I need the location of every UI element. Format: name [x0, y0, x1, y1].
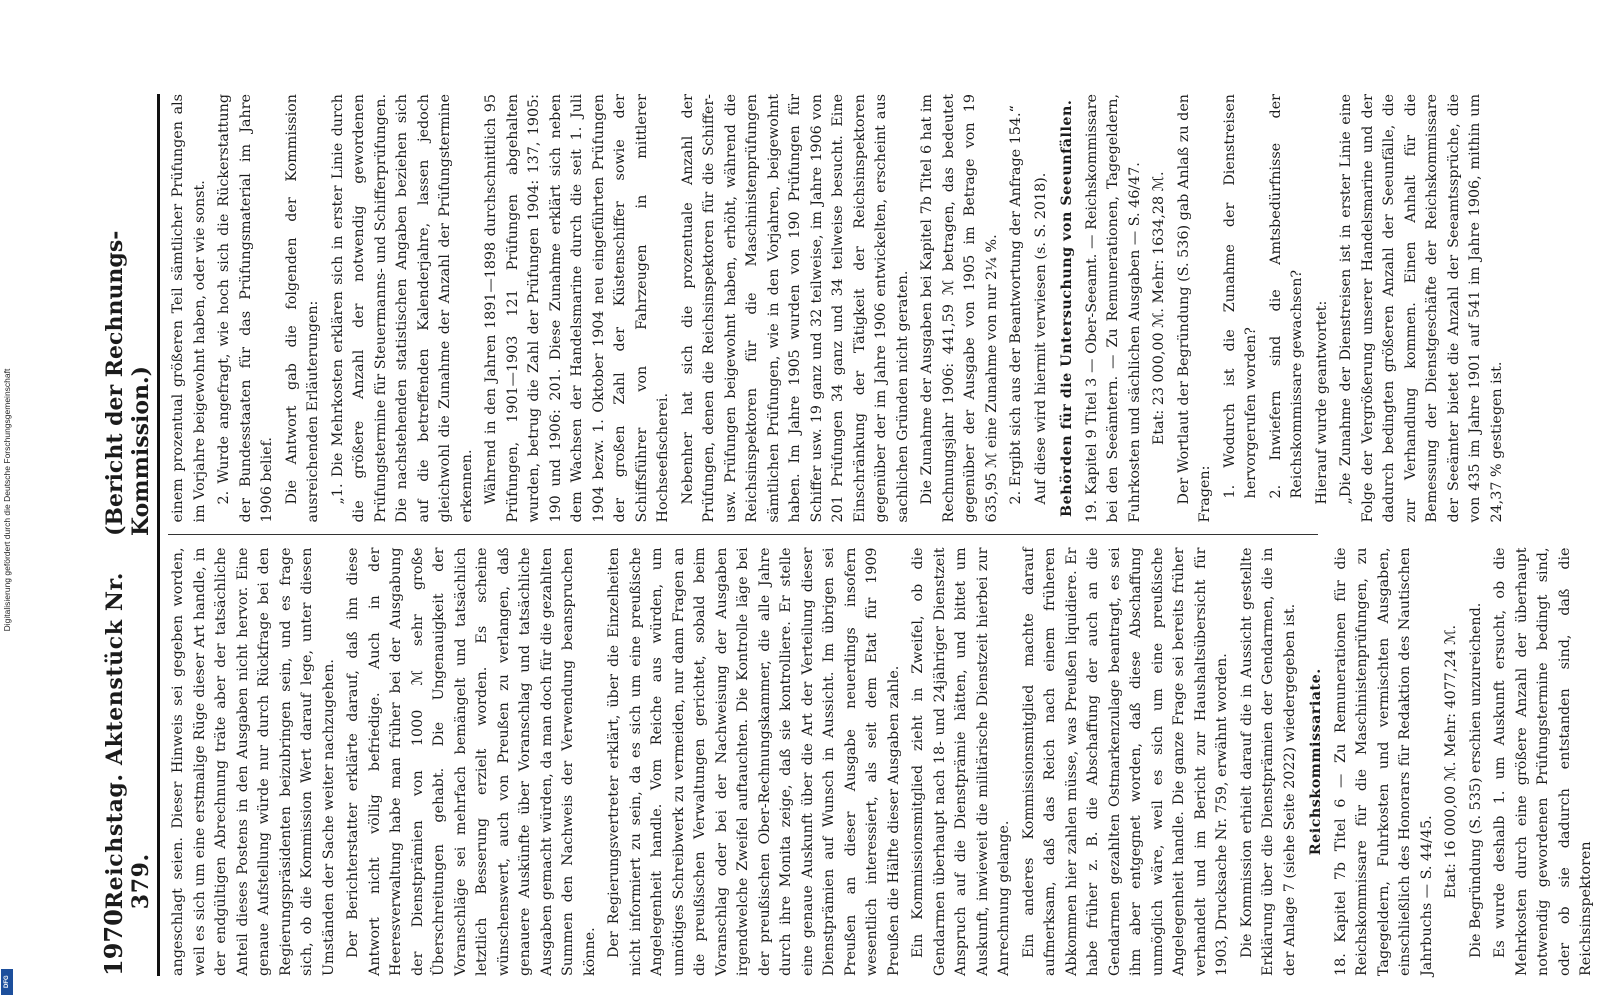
- credit-text: Digitalisierung gefördert durch die Deutsche Forschungsgemeinschaft: [2, 368, 12, 632]
- paragraph: 2. Ergibt sich aus der Beantwortung der Anfrage 154.“: [1008, 105, 1024, 505]
- column-divider: [168, 535, 1318, 536]
- paragraph: „Die Zunahme der Dienstreisen ist in erster Linie eine Folge der Vergrößerung unserer Handelsmarine und der dadurch bedingten größeren Anzahl der Seeunfälle, die zur Verhandlung kommen. Einen Anhalt für die Bemessung der Dienstgeschäfte der Reichskommissare der Seeämter bietet die Anzahl der Seeamtssprüche, die von 435 im Jahre 1901 auf 541 im Jahre 1906, mithin um 24,37 % gestiegen ist.: [1338, 94, 1505, 523]
- paragraph: Die Zunahme der Ausgaben bei Kapitel 7b Titel 6 hat im Rechnungsjahr 1906: 441,59 ℳ betragen, das bedeutet gegenüber der Ausgabe von 1905 im Betrage von 19 635,95 ℳ eine Zunahme von nur 2¼ %.: [919, 94, 1000, 523]
- paragraph: Auf diese wird hiermit verwiesen (s. S. 2018).: [1032, 172, 1049, 505]
- paragraph: einem prozentual größeren Teil sämtlicher Prüfungen als im Vorjahre beigewohnt haben, oder wie sonst.: [170, 94, 208, 523]
- question-item: 1. Wodurch ist die Zunahme der Dienstreisen hervorgerufen worden?: [1221, 94, 1259, 499]
- scanned-page: [83, 70, 1594, 1000]
- page-number: 1970: [99, 909, 128, 976]
- digitization-credit: [0, 0, 14, 1000]
- paragraph: Es wurde deshalb 1. um Auskunft ersucht, ob die Mehrkosten durch eine größere Anzahl der überhaupt notwendig gewordenen Prüfungstermine bedingt sind, oder ob sie dadurch entstanden sind, daß die Reichsinspektoren: [1492, 547, 1594, 976]
- paragraph: Hierauf wurde geantwortet:: [1313, 300, 1330, 505]
- question-item: 2. Inwiefern sind die Amtsbedürfnisse der Reichskommissare gewachsen?: [1267, 94, 1305, 499]
- paragraph: Der Regierungsvertreter erklärt, über die Einzelheiten nicht informiert zu sein, da es sich um eine preußische Angelegenheit handle. Vom Reiche aus würden, um unnötiges Schreibwerk zu vermeiden, nur dann Fragen an die preußischen Verwaltungen gerichtet, sobald beim Voranschlag oder bei der Nachweisung der Ausgaben irgendwelche Zweifel auftauchten. Die Kontrolle läge bei der preußischen Ober-Rechnungskammer, die alle Jahre durch ihre Monita zeige, daß sie kontrolliere. Er stelle eine genaue Auskunft über die Art der Verteilung dieser Dienstprämien auf Wunsch in Aussicht. Im übrigen sei Preußen an dieser Ausgabe neuerdings insofern wesentlich interessiert, als seit dem Etat für 1909 Preußen die Hälfte dieser Ausgaben zahle.: [606, 547, 902, 976]
- paragraph: Ein anderes Kommissionsmitglied machte darauf aufmerksam, daß das Reich nach einem früheren Abkommen hier zahlen müsse, was Preußen liquidiere. Er habe früher z. B. die Abschaffung der auch an die Gendarmen gezahlten Ostmarkenzulage beantragt, es sei ihm aber entgegnet worden, daß diese Abschaffung unmöglich wäre, weil es sich um eine preußische Angelegenheit handle. Die ganze Frage sei bereits früher verhandelt und im Bericht zur Haushaltsübersicht für 1903, Drucksache Nr. 759, erwähnt worden.: [1020, 547, 1230, 976]
- paragraph: angeschlagt seien. Dieser Hinweis sei gegeben worden, weil es sich um eine erstmalige Rüge dieser Art handle, in der endgültigen Abrechnung träte aber der tatsächliche Anteil dieses Postens in den Ausgaben nicht hervor. Eine genaue Aufstellung würde nur durch Rückfrage bei den Regierungspräsidenten beizubringen sein, und es frage sich, ob die Kommission Wert darauf lege, unter diesen Umständen der Sache weiter nachzugehen.: [170, 547, 337, 976]
- header-title: Reichstag. Aktenstück Nr. 379.: [102, 572, 154, 910]
- budget-item: 18. Kapitel 7b Titel 6 — Zu Remunerationen für die Reichskommissare für die Maschinistenprüfungen, zu Tagegeldern, Fuhrkosten und vermischten Ausgaben, einschließlich des Honorars für Redaktion des Nautischen Jahrbuchs — S. 44/45.: [1332, 547, 1435, 976]
- etat-line: Etat: 23 000,00 ℳ. Mehr: 1634,28 ℳ.: [1151, 171, 1167, 446]
- paragraph: Während in den Jahren 1891—1898 durchschnittlich 95 Prüfungen, 1901—1903 121 Prüfungen abgehalten wurden, betrug die Zahl der Prüfungen 1904: 137, 1905: 190 und 1906: 201. Diese Zunahme erklärt sich neben dem Wachsen der Handelsmarine durch die seit 1. Juli 1904 bezw. 1. Oktober 1904 neu eingeführten Prüfungen der großen Zahl der Küstenschiffer sowie der Schiffsführer von Fahrzeugen in mittlerer Hochseefischerei.: [483, 94, 671, 523]
- paragraph: Nebenher hat sich die prozentuale Anzahl der Prüfungen, denen die Reichsinspektoren für die Schiffer- usw. Prüfungen beigewohnt haben, erhöht, während die Reichsinspektoren für die Maschinistenprüfungen sämtlichen Prüfungen, wie in den Vorjahren, beigewohnt haben. Im Jahre 1905 wurden von 190 Prüfungen für Schiffer usw. 19 ganz und 32 teilweise, im Jahre 1906 von 201 Prüfungen 34 ganz und 34 teilweise besucht. Eine Einschränkung der Tätigkeit der Reichsinspektoren gegenüber der im Jahre 1906 entwickelten, erscheint aus sachlichen Gründen nicht geraten.: [679, 94, 911, 523]
- paragraph: 2. Wurde angefragt, wie hoch sich die Rückerstattung der Bundesstaaten für das Prüfungsmaterial im Jahre 1906 belief.: [216, 94, 275, 523]
- paragraph: Die Kommission erhielt darauf die in Aussicht gestellte Erklärung über die Dienstprämien der Gendarmen, die in der Anlage 7 (siehe Seite 2022) wiedergegeben ist.: [1238, 547, 1298, 976]
- budget-item: 19. Kapitel 9 Titel 3 — Ober-Seeamt. — Reichskommissare bei den Seeämtern. — Zu Remunerationen, Tagegeldern, Fuhrkosten und sächlichen Ausgaben — S. 46/47.: [1083, 94, 1143, 523]
- paragraph: Die Begründung (S. 535) erschien unzureichend.: [1467, 602, 1484, 958]
- left-column: [168, 547, 1594, 976]
- paragraph: Der Berichterstatter erklärte darauf, daß ihn diese Antwort nicht völlig befriedige. Auch in der Heeresverwaltung habe man früher bei der Ausgabung der Dienstprämien von 1000 ℳ sehr große Überschreitungen gehabt. Die Ungenauigkeit der Voranschläge sei mehrfach bemängelt und tatsächlich letztlich Besserung erzielt worden. Es scheine wünschenswert, auch von Preußen zu verlangen, daß genauere Auskünfte über Voranschlag und tatsächliche Ausgaben gemacht würden, da man doch für die gezahlten Summen den Nachweis der Verwendung beanspruchen könne.: [345, 547, 598, 976]
- paragraph: Der Wortlaut der Begründung (S. 536) gab Anlaß zu den Fragen:: [1175, 94, 1213, 523]
- page-header: [101, 94, 160, 976]
- section-heading: Reichskommissariate.: [1308, 668, 1324, 856]
- paragraph: „1. Die Mehrkosten erklären sich in erster Linie durch die größere Anzahl der notwendig gewordenen Prüfungstermine für Steuermanns- und Schifferprüfungen. Die nachstehenden statistischen Angaben beziehen sich auf die betreffenden Kalenderjahre, lassen jedoch gleichwohl die Zunahme der Anzahl der Prüfungstermine erkennen.: [329, 94, 475, 523]
- right-column: [168, 94, 1505, 523]
- paragraph: Ein Kommissionsmitglied zieht in Zweifel, ob die Gendarmen überhaupt nach 18- und 24jähriger Dienstzeit Anspruch auf die Dienstprämie hätten, und bittet um Auskunft, inwieweit die militärische Dienstzeit hierbei zur Anrechnung gelange.: [910, 547, 1012, 976]
- etat-line: Etat: 16 000,00 ℳ. Mehr: 4077,24 ℳ.: [1443, 625, 1459, 899]
- section-heading: Behörden für die Untersuchung von Seeunfällen.: [1059, 99, 1075, 517]
- header-subtitle: (Bericht der Rechnungs-Kommission.): [102, 230, 154, 537]
- dfg-logo: DFG: [1, 969, 13, 995]
- paragraph: Die Antwort gab die folgenden der Kommission ausreichenden Erläuterungen:: [283, 94, 321, 523]
